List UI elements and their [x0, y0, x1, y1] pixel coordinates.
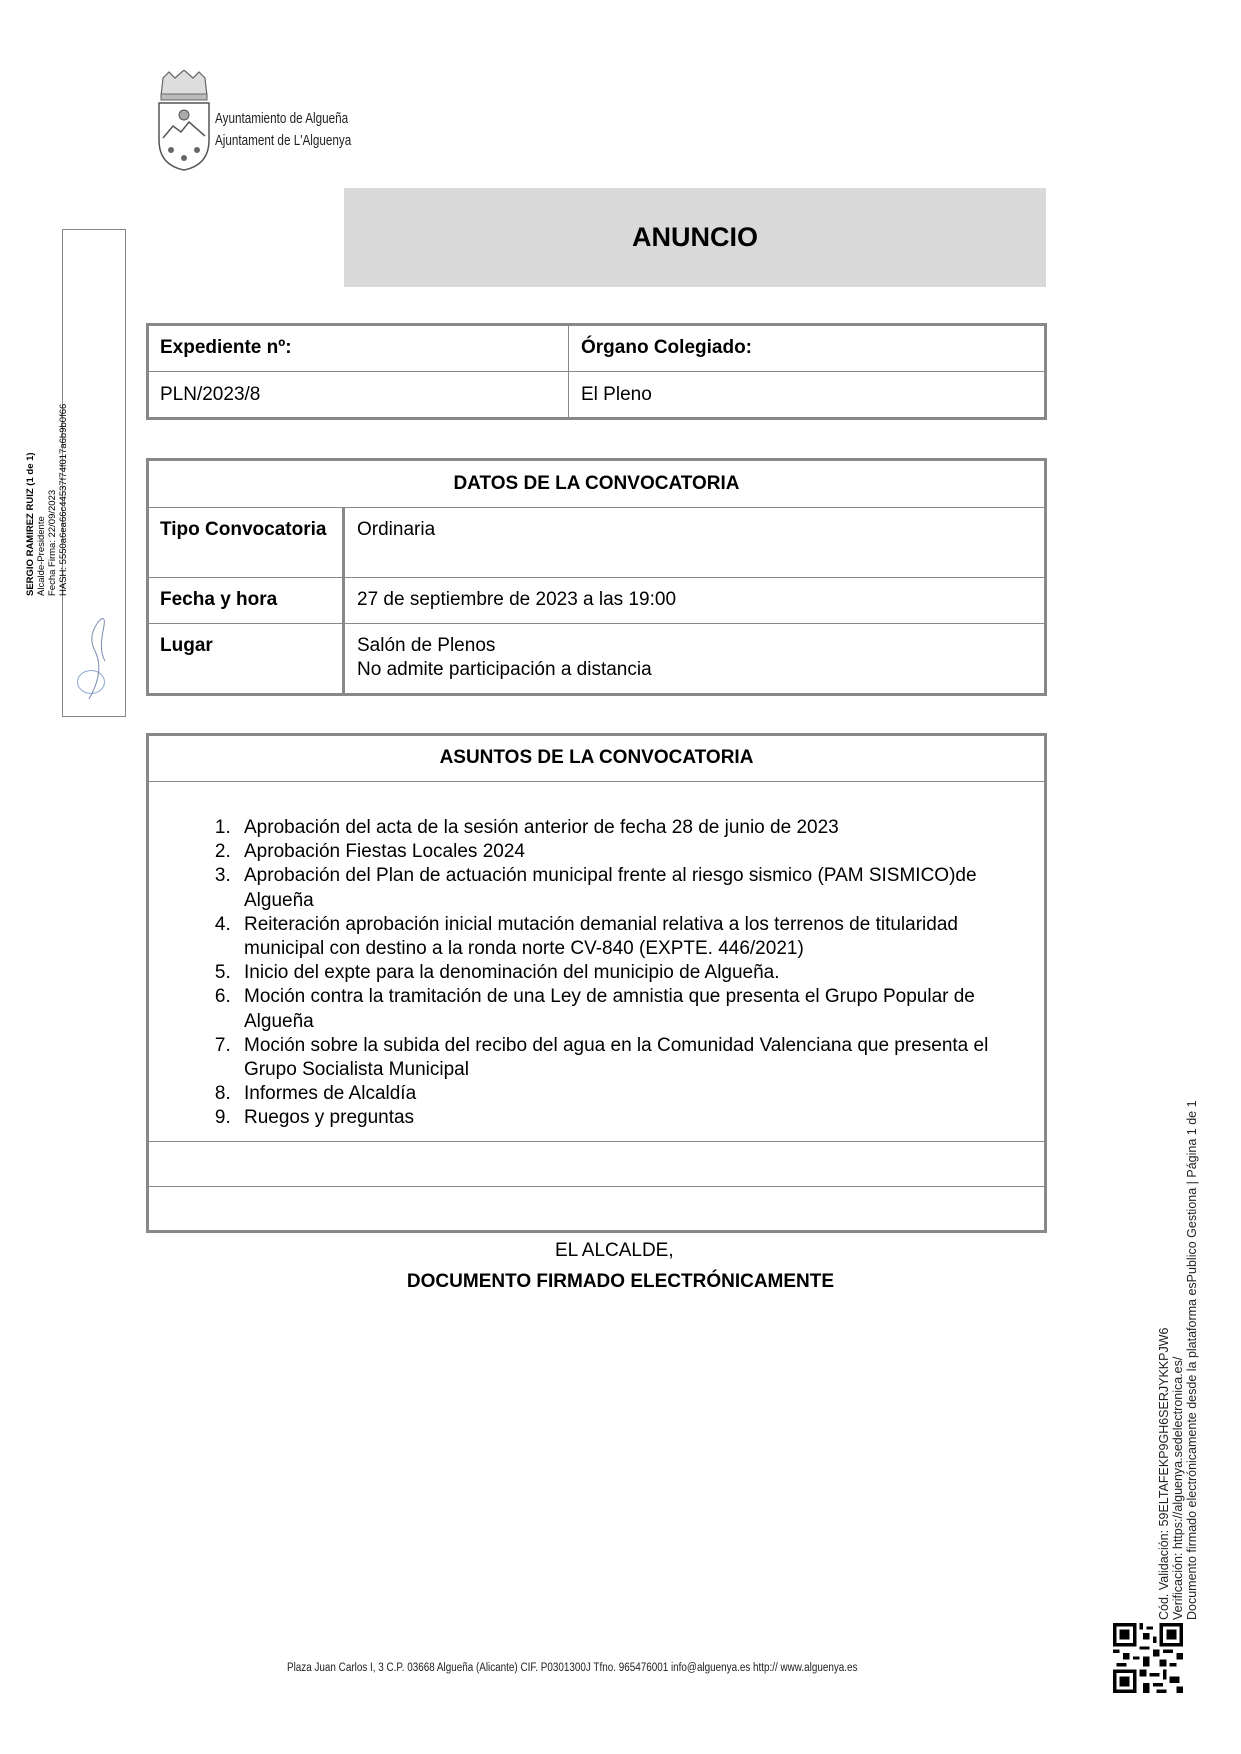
asuntos-list-cell — [148, 782, 1046, 1142]
tipo-value: Ordinaria — [344, 508, 1046, 578]
asuntos-list — [160, 816, 1033, 1131]
lugar-line-1: Salón de Plenos — [357, 635, 496, 656]
footer-address: Plaza Juan Carlos I, 3 C.P. 03668 Algueña (Alicante) CIF. P0301300J Tfno. 965476001 info@alguenya.es http:// www.alguenya.es — [287, 1662, 858, 1674]
signature-date: Fecha Firma: 22/09/2023 — [47, 489, 58, 596]
lugar-value — [344, 624, 1046, 695]
tipo-label: Tipo Convocatoria — [148, 508, 344, 578]
asuntos-table — [147, 734, 1046, 1232]
firmado-label: DOCUMENTO FIRMADO ELECTRÓNICAMENTE — [406, 1271, 835, 1292]
list-item: 9. Ruegos y preguntas — [236, 1106, 1033, 1130]
page-title: ANUNCIO — [632, 222, 758, 252]
coat-of-arms-icon — [155, 70, 213, 175]
list-item: 3. Aprobación del Plan de actuación municipal frente al riesgo sismico (PAM SISMICO)de Algueña — [236, 864, 1033, 912]
signature-stamp — [25, 229, 126, 717]
lugar-label: Lugar — [148, 624, 344, 695]
list-item: 8. Informes de Alcaldía — [236, 1082, 1033, 1106]
alcalde-label: EL ALCALDE, — [555, 1240, 674, 1261]
list-item: 4. Reiteración aprobación inicial mutación demanial relativa a los terrenos de titularidad municipal con destino a la ronda norte CV-840 (EXPTE. 446/2021) — [236, 913, 1033, 961]
blank-row — [148, 1141, 1046, 1186]
qr-code-icon[interactable] — [1113, 1623, 1183, 1693]
expediente-value: PLN/2023/8 — [148, 372, 569, 419]
list-item: 7. Moción sobre la subida del recibo del agua en la Comunidad Valenciana que presenta el Grupo Socialista Municipal — [236, 1034, 1033, 1082]
asuntos-heading: ASUNTOS DE LA CONVOCATORIA — [148, 735, 1046, 782]
expediente-label: Expediente nº: — [148, 325, 569, 372]
list-item: 2. Aprobación Fiestas Locales 2024 — [236, 840, 1033, 864]
handwritten-signature-icon — [85, 611, 111, 701]
platform-note: Documento firmado electrónicamente desde la plataforma esPublico Gestiona | Página 1 de 1 — [1185, 1100, 1199, 1620]
signer-role: Alcalde-Presidente — [36, 516, 47, 596]
validation-code: Cód. Validación: 59ELTAFEKP9GH6SERJYKKPJW6 — [1157, 1327, 1171, 1620]
signature-hash: HASH: 5550a6ea66c44537f74f017a6b9b0f66 — [58, 403, 69, 596]
logo-line-1: Ayuntamiento de Algueña — [215, 110, 349, 127]
municipality-name — [215, 108, 351, 152]
lugar-line-2: No admite participación a distancia — [357, 659, 652, 680]
organo-value: El Pleno — [569, 372, 1046, 419]
blank-row — [148, 1186, 1046, 1231]
signer-name: SERGIO RAMIREZ RUIZ (1 de 1) — [25, 452, 36, 596]
datos-convocatoria-table — [147, 459, 1046, 695]
expediente-table — [147, 324, 1046, 419]
list-item: 5. Inicio del expte para la denominación del municipio de Algueña. — [236, 961, 1033, 985]
verification-url[interactable]: Verificación: https://alguenya.sedelectronica.es/ — [1171, 1356, 1185, 1620]
datos-heading: DATOS DE LA CONVOCATORIA — [148, 460, 1046, 508]
fecha-label: Fecha y hora — [148, 578, 344, 624]
fecha-value: 27 de septiembre de 2023 a las 19:00 — [344, 578, 1046, 624]
verification-block — [1157, 1100, 1199, 1620]
organo-label: Órgano Colegiado: — [569, 325, 1046, 372]
logo-line-2: Ajuntament de L'Alguenya — [215, 132, 352, 149]
list-item: 1. Aprobación del acta de la sesión anterior de fecha 28 de junio de 2023 — [236, 816, 1033, 840]
list-item: 6. Moción contra la tramitación de una Ley de amnistia que presenta el Grupo Popular de Algueña — [236, 985, 1033, 1033]
title-banner — [344, 188, 1046, 287]
